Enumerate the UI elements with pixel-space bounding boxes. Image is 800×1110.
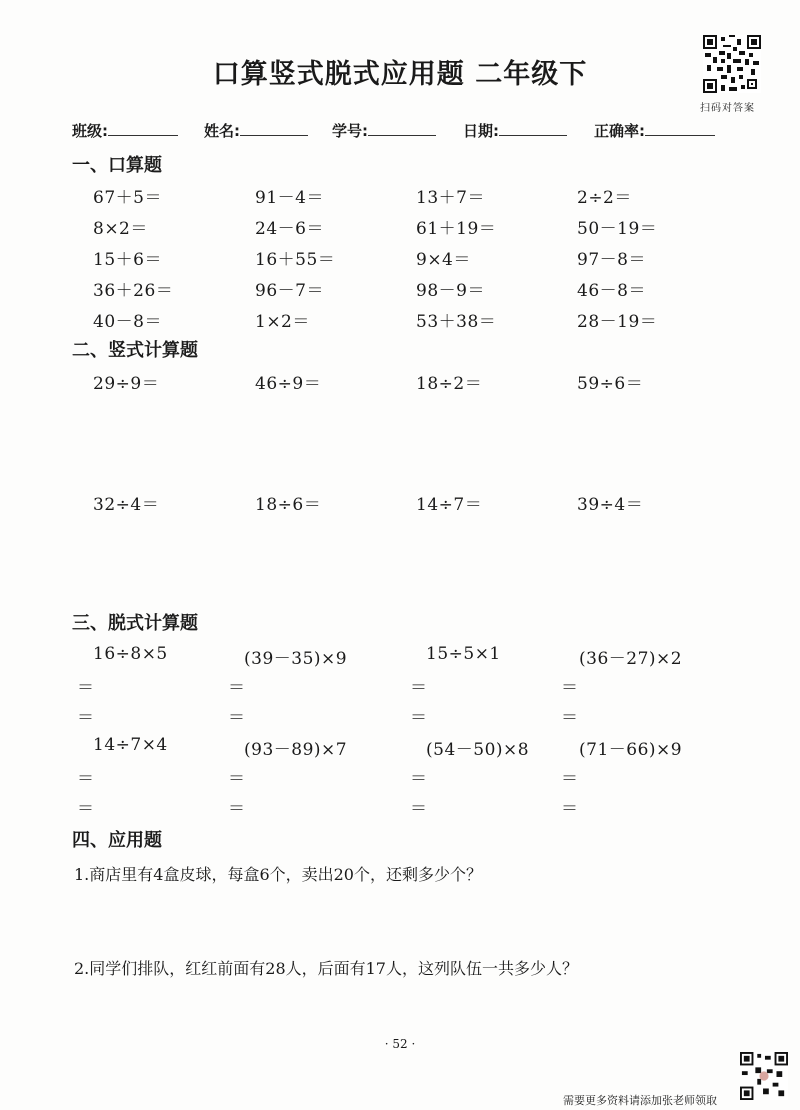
word-problem: 1.商店里有4盒皮球，每盒6个，卖出20个，还剩多少个？ — [74, 865, 482, 884]
equals-sign: ＝ — [228, 678, 245, 698]
equals-sign: ＝ — [410, 708, 427, 728]
oral-problem: 40－8＝ — [93, 312, 162, 332]
stepwise-problem: 16÷8×5 — [93, 644, 168, 664]
oral-problem: 2÷2＝ — [577, 188, 632, 208]
vertical-problem: 39÷4＝ — [577, 495, 644, 515]
equals-sign: ＝ — [561, 708, 578, 728]
oral-problem: 98－9＝ — [416, 281, 485, 301]
teacher-qr-code[interactable] — [740, 1052, 788, 1100]
stepwise-problem: 14÷7×4 — [93, 735, 168, 755]
accuracy-label: 正确率: — [594, 122, 645, 140]
section-word-title: 四、应用题 — [72, 830, 162, 851]
name-field — [204, 120, 308, 141]
equals-sign: ＝ — [561, 769, 578, 789]
equals-sign: ＝ — [410, 799, 427, 819]
student-id-label: 学号: — [332, 122, 368, 140]
vertical-problem: 46÷9＝ — [255, 374, 322, 394]
section-vertical-title: 二、竖式计算题 — [72, 340, 198, 361]
equals-sign: ＝ — [77, 769, 94, 789]
oral-problem: 97－8＝ — [577, 250, 646, 270]
stepwise-problem: 15÷5×1 — [426, 644, 501, 664]
vertical-problem: 59÷6＝ — [577, 374, 644, 394]
accuracy-blank[interactable] — [645, 121, 715, 136]
section-oral-title: 一、口算题 — [72, 155, 162, 176]
vertical-problem: 29÷9＝ — [93, 374, 160, 394]
stepwise-problem: (71－66)×9 — [579, 740, 683, 760]
stepwise-problem: (39－35)×9 — [244, 649, 348, 669]
date-label: 日期: — [463, 122, 499, 140]
qr-caption: 扫码对答案 — [700, 103, 755, 114]
oral-problem: 15＋6＝ — [93, 250, 162, 270]
student-id-blank[interactable] — [368, 121, 436, 136]
class-label: 班级: — [72, 122, 108, 140]
oral-problem: 36＋26＝ — [93, 281, 174, 301]
oral-problem: 91－4＝ — [255, 188, 324, 208]
page-title: 口算竖式脱式应用题 二年级下 — [212, 59, 588, 90]
stepwise-problem: (93－89)×7 — [244, 740, 348, 760]
name-blank[interactable] — [240, 121, 308, 136]
date-field — [463, 120, 567, 141]
equals-sign: ＝ — [561, 799, 578, 819]
vertical-problem: 32÷4＝ — [93, 495, 160, 515]
equals-sign: ＝ — [77, 799, 94, 819]
student-id-field — [332, 120, 436, 141]
class-field — [72, 120, 178, 141]
class-blank[interactable] — [108, 121, 178, 136]
word-problem: 2.同学们排队，红红前面有28人，后面有17人，这列队伍一共多少人？ — [74, 959, 578, 978]
oral-problem: 50－19＝ — [577, 219, 658, 239]
oral-problem: 16＋55＝ — [255, 250, 336, 270]
oral-problem: 13＋7＝ — [416, 188, 485, 208]
equals-sign: ＝ — [410, 678, 427, 698]
stepwise-problem: (54－50)×8 — [426, 740, 530, 760]
date-blank[interactable] — [499, 121, 567, 136]
oral-problem: 46－8＝ — [577, 281, 646, 301]
vertical-problem: 18÷2＝ — [416, 374, 483, 394]
equals-sign: ＝ — [228, 708, 245, 728]
oral-problem: 67＋5＝ — [93, 188, 162, 208]
section-stepwise-title: 三、脱式计算题 — [72, 613, 198, 634]
oral-problem: 9×4＝ — [416, 250, 471, 270]
oral-problem: 24－6＝ — [255, 219, 324, 239]
vertical-problem: 14÷7＝ — [416, 495, 483, 515]
oral-problem: 28－19＝ — [577, 312, 658, 332]
footer-note: 需要更多资料请添加张老师领取 — [563, 1094, 717, 1107]
oral-problem: 53＋38＝ — [416, 312, 497, 332]
equals-sign: ＝ — [228, 799, 245, 819]
equals-sign: ＝ — [77, 678, 94, 698]
equals-sign: ＝ — [77, 708, 94, 728]
answer-qr-code[interactable] — [703, 35, 761, 93]
oral-problem: 61＋19＝ — [416, 219, 497, 239]
equals-sign: ＝ — [561, 678, 578, 698]
page-number: · 52 · — [384, 1037, 416, 1051]
oral-problem: 8×2＝ — [93, 219, 148, 239]
vertical-problem: 18÷6＝ — [255, 495, 322, 515]
equals-sign: ＝ — [228, 769, 245, 789]
stepwise-problem: (36－27)×2 — [579, 649, 683, 669]
accuracy-field — [594, 120, 715, 141]
oral-problem: 1×2＝ — [255, 312, 310, 332]
name-label: 姓名: — [204, 122, 240, 140]
oral-problem: 96－7＝ — [255, 281, 324, 301]
equals-sign: ＝ — [410, 769, 427, 789]
